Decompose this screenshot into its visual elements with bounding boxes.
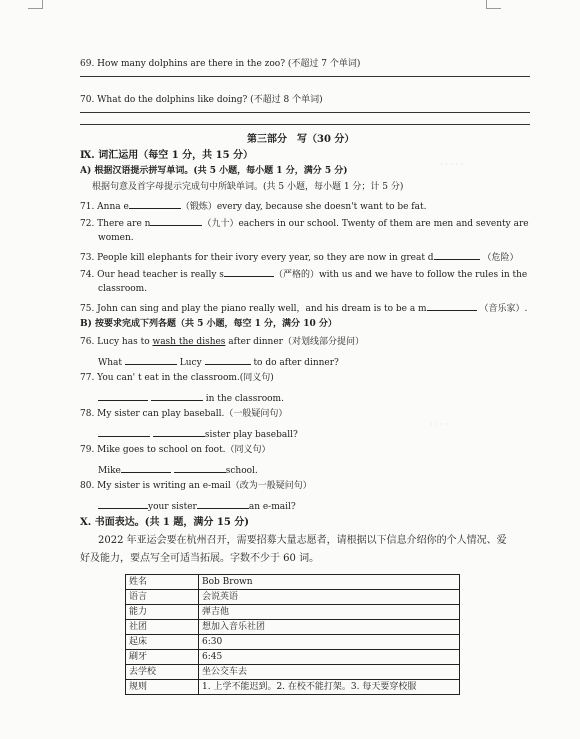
table-row [126,635,460,650]
blank-79-2[interactable] [174,463,226,473]
bleed-through-text: · · · · · [440,160,463,169]
table-row [126,575,460,590]
question-73-text: 73. People kill elephants for their ivory every year, so they are now in great d [80,253,434,263]
blank-80-1[interactable] [98,499,148,509]
section-9-title: Ⅸ. 词汇运用（每空 1 分，共 15 分） [80,150,254,161]
section-10-prompt-1: 2022 年亚运会要在杭州召开，需要招募大量志愿者，请根据以下信息介绍你的个人情况、爱 [98,535,507,546]
section-a-title: A) 根据汉语提示拼写单词。(共 5 小题，每小题 1 分，满分 5 分) [80,166,348,176]
question-78-answer [98,427,298,441]
question-74-hint: （严格的）with us and we have to follow the rules in the [273,270,528,280]
table-key: 姓名 [126,575,199,590]
question-76-text: 76. Lucy has to [80,337,153,347]
question-80-word-2: an e-mail? [248,502,296,512]
question-79-answer [98,463,258,477]
question-73-hint: （危险） [482,253,519,263]
question-73 [80,250,518,264]
crop-mark-right [486,0,501,9]
table-value: 1. 上学不能迟到。2. 在校不能打架。3. 每天要穿校服 [199,680,460,695]
question-75-hint: （音乐家）. [479,304,528,314]
question-75-text: 75. John can sing and play the piano really well，and his dream is to be a m [80,304,427,314]
table-value: 弹吉他 [199,605,460,620]
question-74-cont: classroom. [98,284,148,294]
question-74-text: 74. Our head teacher is really s [80,270,224,280]
question-80-answer [98,499,296,513]
section-10-prompt-2: 好及能力，要点写全可适当拓展。字数不少于 60 词。 [80,553,320,564]
question-79: 79. Mike goes to school on foot.（同义句） [80,445,271,455]
section-b-title: B) 按要求完成下列各题（共 5 小题，每空 1 分，满分 10 分） [80,319,337,329]
question-74 [80,267,527,281]
question-76 [80,337,364,348]
blank-76-1[interactable] [125,355,177,365]
question-70: 70. What do the dolphins like doing? (不超过 8 个单词) [80,95,323,105]
question-80: 80. My sister is writing an e-mail（改为一般疑问句） [80,481,312,491]
blank-77-1[interactable] [98,391,148,401]
table-key: 去学校 [126,665,199,680]
blank-75[interactable] [427,301,477,311]
blank-78-1[interactable] [98,427,150,437]
question-72-cont: women. [98,233,134,243]
answer-line-69[interactable] [80,76,530,77]
part-3-title: 第三部分 写（30 分） [247,134,355,145]
blank-79-1[interactable] [121,463,171,473]
table-row [126,680,460,695]
question-76-word-3: to do after dinner? [253,358,339,368]
question-79-word-2: school. [225,466,258,476]
question-77-tail: in the classroom. [205,394,284,404]
question-71-hint: （锻炼）every day, because she doesn't want to be fat. [180,202,427,212]
table-value: 6:30 [199,635,460,650]
question-78: 78. My sister can play baseball.（一般疑问句） [80,409,288,419]
question-76-instruction: after dinner（对划线部分提问） [225,337,364,347]
table-row [126,620,460,635]
answer-line-70[interactable] [80,112,530,113]
question-77-answer [98,391,284,405]
table-value: 想加入音乐社团 [199,620,460,635]
question-79-word-1: Mike [98,466,121,476]
blank-80-2[interactable] [197,499,249,509]
table-key: 社团 [126,620,199,635]
question-72-hint: （九十）eachers in our school. Twenty of them are men and seventy are [202,219,529,229]
question-69: 69. How many dolphins are there in the zoo? (不超过 7 个单词) [80,59,361,69]
question-77: 77. You can' t eat in the classroom.(同义句) [80,373,274,383]
info-table [125,574,460,695]
blank-72[interactable] [150,216,202,226]
table-key: 语言 [126,590,199,605]
bleed-through-text: · · · · [430,420,448,429]
blank-74[interactable] [224,267,274,277]
table-key: 刷牙 [126,650,199,665]
table-value: 6:45 [199,650,460,665]
table-key: 规则 [126,680,199,695]
section-a-instruction: 根据句意及首字母提示完成句中所缺单词。(共 5 小题，每小题 1 分；计 5 分) [92,182,404,192]
blank-71[interactable] [129,199,181,209]
table-value: 会说英语 [199,590,460,605]
blank-76-2[interactable] [205,355,251,365]
section-10-title: Ⅹ. 书面表达。(共 1 题，满分 15 分) [80,517,249,528]
question-75 [80,301,527,315]
question-72 [80,216,529,230]
question-72-text: 72. There are n [80,219,151,229]
table-row [126,590,460,605]
table-value: 坐公交车去 [199,665,460,680]
question-78-tail: sister play baseball? [204,430,298,440]
crop-mark-left [28,0,43,9]
question-76-underlined: wash the dishes [152,337,226,347]
blank-77-2[interactable] [151,391,203,401]
question-76-word-1: What [98,358,123,368]
blank-78-2[interactable] [153,427,205,437]
question-76-word-2: Lucy [179,358,202,368]
table-row [126,665,460,680]
blank-73[interactable] [434,250,480,260]
question-71 [80,199,426,213]
table-key: 起床 [126,635,199,650]
section-divider [80,124,530,125]
table-row [126,650,460,665]
table-row [126,605,460,620]
table-key: 能力 [126,605,199,620]
question-80-word-1: your sister [148,502,197,512]
table-value: Bob Brown [199,575,460,590]
question-76-answer [98,355,339,369]
question-71-text: 71. Anna e [80,202,129,212]
